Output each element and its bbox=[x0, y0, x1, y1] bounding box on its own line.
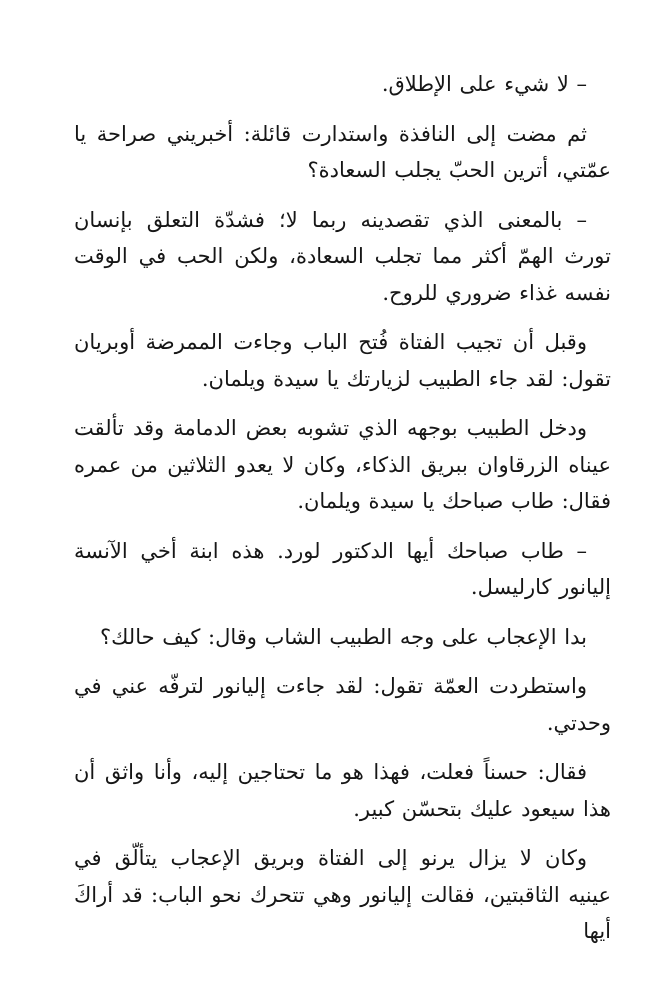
paragraph-9: فقال: حسناً فعلت، فهذا هو ما تحتاجين إليه، وأنا واثق أن هذا سيعود عليك بتحسّن كبير. bbox=[74, 760, 611, 821]
paragraph-2: ثم مضت إلى النافذة واستدارت قائلة: أخبريني صراحة يا عمّتي، أترين الحبّ يجلب السعادة؟ bbox=[74, 121, 611, 182]
paragraph-7: بدا الإعجاب على وجه الطبيب الشاب وقال: كيف حالك؟ bbox=[99, 624, 587, 649]
book-page bbox=[74, 66, 611, 963]
paragraph-4: وقبل أن تجيب الفتاة فُتح الباب وجاءت الممرضة أوبريان تقول: لقد جاء الطبيب لزيارتك يا سيدة ويلمان. bbox=[74, 330, 611, 391]
paragraph-1: – لا شيء على الإطلاق. bbox=[381, 72, 587, 96]
paragraph-10: وكان لا يزال يرنو إلى الفتاة وبريق الإعجاب يتألّق في عينيه الثاقبتين، فقالت إليانور وهي تتحرك نحو الباب: قد أراكَ أيها bbox=[74, 846, 611, 943]
paragraph-3: – بالمعنى الذي تقصدينه ربما لا؛ فشدّة التعلق بإنسان تورث الهمّ أكثر مما تجلب السعادة، ولكن الحب في الوقت نفسه غذاء ضروري للروح. bbox=[74, 207, 611, 305]
paragraph-6: – طاب صباحك أيها الدكتور لورد. هذه ابنة أخي الآنسة إليانور كارليسل. bbox=[74, 538, 611, 599]
paragraph-8: واستطردت العمّة تقول: لقد جاءت إليانور لترفّه عني في وحدتي. bbox=[74, 674, 611, 735]
paragraph-5: ودخل الطبيب بوجهه الذي تشوبه بعض الدمامة وقد تألقت عيناه الزرقاوان ببريق الذكاء، وكان لا يعدو الثلاثين من عمره فقال: طاب صباحك يا سيدة ويلمان. bbox=[74, 416, 611, 513]
